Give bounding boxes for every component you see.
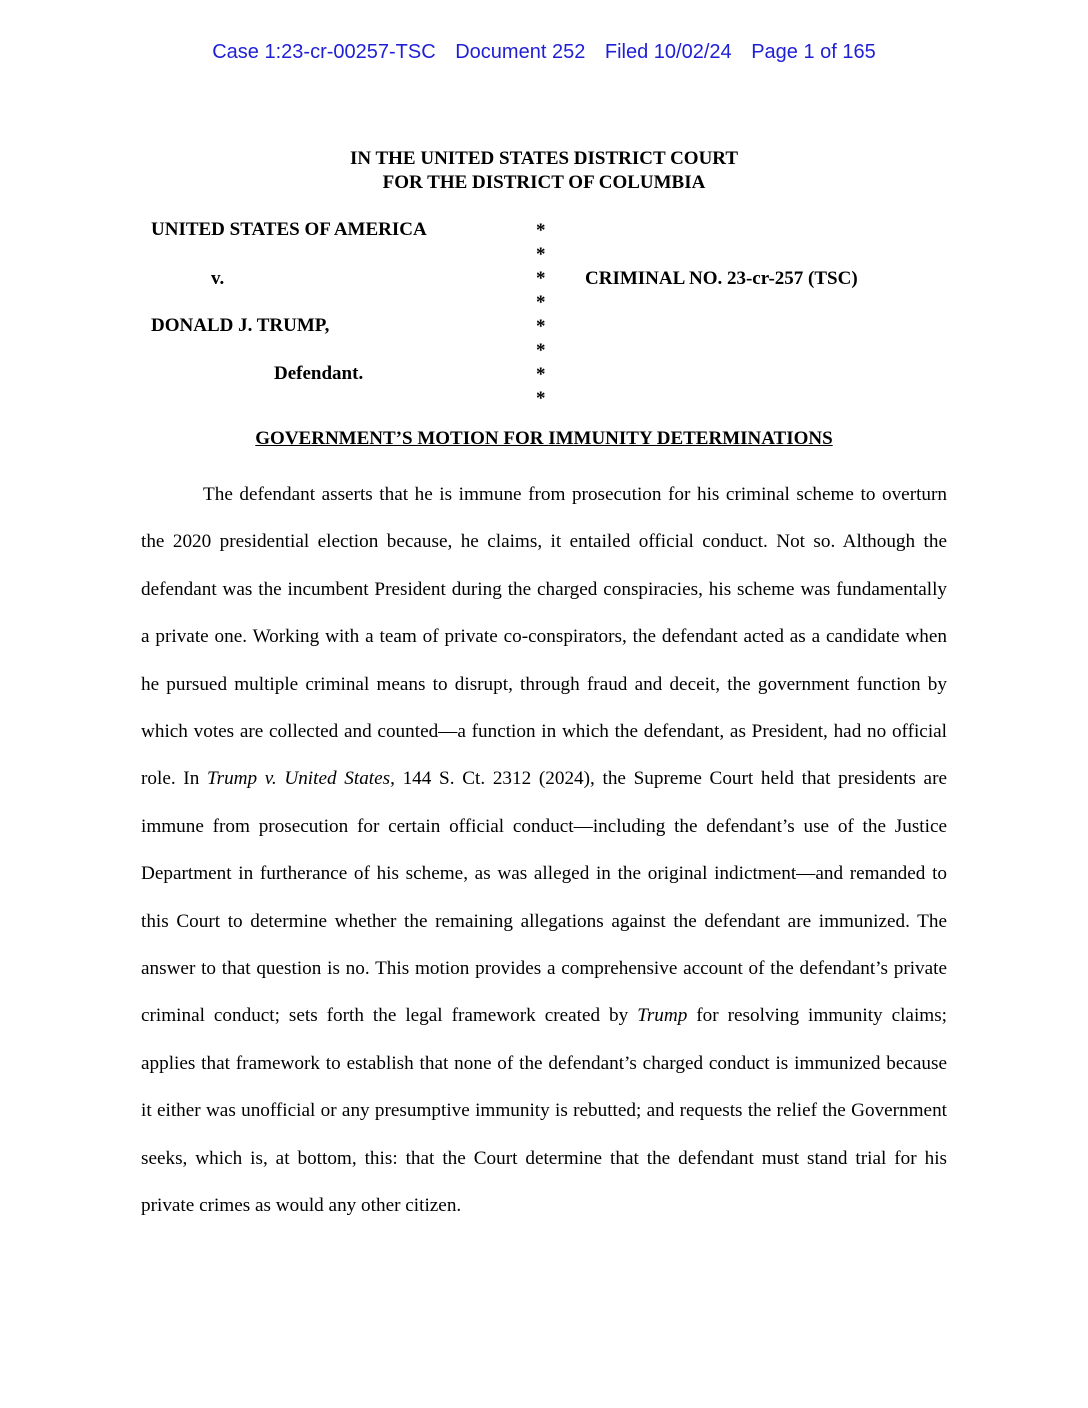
defendant-label: Defendant. — [274, 363, 364, 384]
body-text-part-2: , 144 S. Ct. 2312 (2024), the Supreme Court held that presidents are immune from prosecution for certain official conduct—including the defendant’s use of the Justice Department in furtherance of his scheme, as was alleged in the original indictment—and remanded to this Court to determine whether the remaining allegations against the defendant are immunized. The answer to that question is no. This motion provides a comprehensive account of the defendant’s private criminal conduct; sets forth the legal framework created by — [141, 768, 947, 1027]
case-citation-name: Trump v. United States — [206, 768, 391, 790]
court-district: FOR THE DISTRICT OF COLUMBIA — [382, 172, 706, 193]
caption-star: * — [536, 388, 546, 409]
filed-date-stamp: Filed 10/02/24 — [604, 41, 732, 63]
case-short-name: Trump — [637, 1005, 688, 1027]
caption-star-divider — [536, 219, 546, 411]
document-number-stamp: Document 252 — [455, 41, 586, 63]
ecf-filing-header — [0, 41, 1088, 64]
motion-title: GOVERNMENT’S MOTION FOR IMMUNITY DETERMINATIONS — [255, 428, 833, 449]
caption-star: * — [536, 292, 546, 313]
body-text-part-3: for resolving immunity claims; applies that framework to establish that none of the defendant’s charged conduct is immunized because it either was unofficial or any presumptive immunity is rebutted; and requests the relief the Government seeks, which is, at bottom, this: that the Court determine that the defendant must stand trial for his private crimes as would any other citizen. — [141, 1005, 947, 1217]
caption-star: * — [536, 316, 546, 337]
caption-star: * — [536, 220, 546, 241]
versus-label: v. — [211, 268, 225, 289]
court-name: IN THE UNITED STATES DISTRICT COURT — [349, 148, 739, 169]
plaintiff-name: UNITED STATES OF AMERICA — [151, 219, 427, 240]
page-count-stamp: Page 1 of 165 — [751, 41, 876, 63]
case-number-stamp: Case 1:23-cr-00257-TSC — [212, 41, 436, 63]
body-paragraph — [141, 471, 947, 1230]
defendant-name: DONALD J. TRUMP, — [151, 315, 330, 336]
body-text-part-1: The defendant asserts that he is immune from prosecution for his criminal scheme to overturn the 2020 presidential election because, he claims, it entailed official conduct. Not so. Although the defendant was the incumbent President during the charged conspiracies, his scheme was fundamentally a private one. Working with a team of private co-conspirators, the defendant acted as a candidate when he pursued multiple criminal means to disrupt, through fraud and deceit, the government function by which votes are collected and counted—a function in which the defendant, as President, had no official role. In — [141, 484, 947, 790]
case-caption — [0, 217, 1088, 407]
caption-star: * — [536, 364, 546, 385]
caption-star: * — [536, 268, 546, 289]
caption-star: * — [536, 340, 546, 361]
court-title — [0, 147, 1088, 195]
caption-star: * — [536, 244, 546, 265]
criminal-case-number: CRIMINAL NO. 23-cr-257 (TSC) — [585, 268, 858, 289]
